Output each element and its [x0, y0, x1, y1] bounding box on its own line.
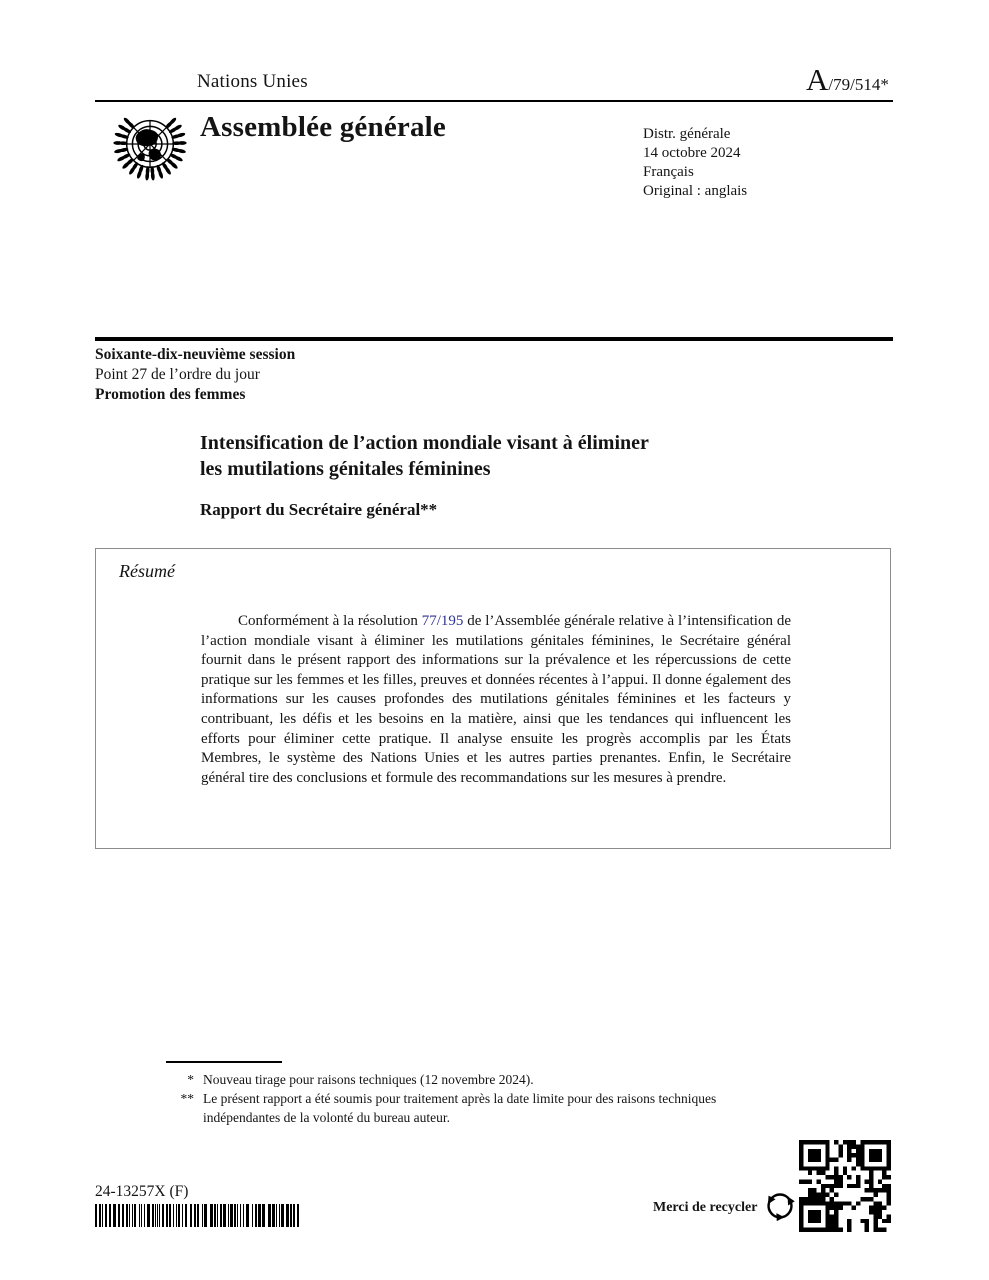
summary-text-after: de l’Assemblée générale relative à l’intensification de l’action mondiale visant à éliminer les mutilations génitales féminines, le Secrétaire général fournit dans le présent rapport des informations sur la prévalence et les répercussions de cette pratique sur les femmes et les filles, preuves et données récentes à l’appui. Il donne également des informations sur les causes profondes des mutilations génitales féminines et les facteurs y contribuant, les défis et les besoins en la matière, ainsi que les tendances qui influencent les efforts pour éliminer cette pratique. Il analyse ensuite les progrès accomplis par les États Membres, le système des Nations Unies et les autres parties prenantes. Enfin, le Secrétaire général tire des conclusions et formule des recommandations sur les mesures à prendre.	[201, 613, 791, 786]
org-name: Nations Unies	[197, 71, 308, 92]
session-block	[95, 345, 295, 405]
document-symbol-number: /79/514*	[828, 75, 889, 94]
summary-text-before: Conformément à la résolution	[238, 613, 422, 629]
session-name: Soixante-dix-neuvième session	[95, 346, 296, 363]
recycle-note	[653, 1186, 799, 1229]
recycle-icon	[761, 1186, 799, 1229]
footnote-text: Nouveau tirage pour raisons techniques (12 novembre 2024).	[203, 1072, 534, 1087]
summary-box	[95, 548, 891, 849]
header-rule	[95, 100, 893, 102]
distr-line: Français	[643, 164, 694, 180]
footnote-text: Le présent rapport a été soumis pour traitement après la date limite pour des raisons techniques indépendantes de la volonté du bureau auteur.	[203, 1091, 717, 1125]
footnote-marker: **	[180, 1091, 194, 1106]
document-symbol	[806, 62, 889, 98]
report-subtitle: Rapport du Secrétaire général**	[200, 500, 438, 519]
recycle-label: Merci de recycler	[653, 1199, 758, 1215]
distr-line: 14 octobre 2024	[643, 145, 741, 161]
document-number: 24-13257X (F)	[95, 1183, 189, 1200]
report-title	[200, 430, 649, 482]
summary-paragraph	[201, 612, 791, 788]
report-title-line: Intensification de l’action mondiale visant à éliminer	[200, 432, 649, 454]
distribution-block	[643, 125, 747, 201]
footnote-marker: *	[187, 1072, 194, 1087]
summary-heading: Résumé	[119, 561, 175, 581]
agenda-item: Point 27 de l’ordre du jour	[95, 366, 260, 383]
report-title-line: les mutilations génitales féminines	[200, 458, 491, 480]
footnotes	[160, 1070, 781, 1127]
session-rule	[95, 337, 893, 341]
body-name: Assemblée générale	[200, 111, 446, 143]
distr-line: Distr. générale	[643, 126, 731, 142]
qr-code-icon	[799, 1140, 891, 1237]
footnote-item	[160, 1070, 781, 1089]
barcode	[95, 1204, 303, 1232]
distr-line: Original : anglais	[643, 183, 748, 199]
footnote-item	[160, 1089, 781, 1127]
resolution-link[interactable]: 77/195	[421, 613, 464, 629]
un-emblem-icon	[106, 106, 194, 196]
agenda-title: Promotion des femmes	[95, 386, 246, 403]
document-symbol-letter: A	[806, 62, 829, 97]
footnote-rule	[166, 1061, 282, 1063]
